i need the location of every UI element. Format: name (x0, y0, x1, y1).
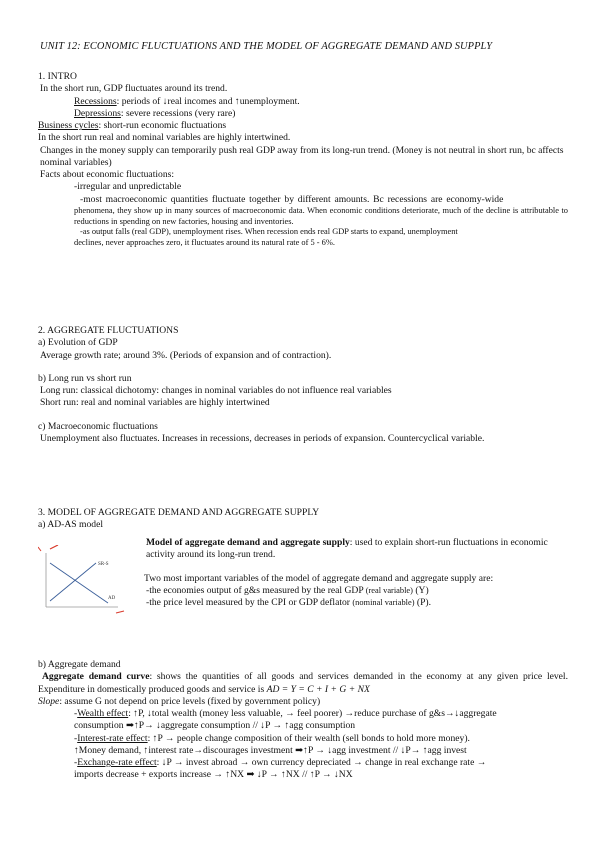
spacer (38, 410, 568, 421)
ad-curve (50, 563, 108, 603)
paragraph: Unemployment also fluctuates. Increases in recessions, decreases in periods of expansion. Countercyclical variable. (40, 432, 485, 444)
definition-text: : short-run economic fluctuations (98, 120, 227, 132)
paragraph: In the short run, GDP fluctuates around its trend. (40, 83, 228, 95)
paragraph: Average growth rate; around 3%. (Periods of expansion and of contraction). (40, 349, 332, 361)
section-aggregate-demand (38, 659, 568, 782)
variable-item (146, 585, 568, 597)
definition-text: : assume G not depend on price levels (fixed by government policy) (59, 695, 321, 707)
arrow-icon (50, 545, 58, 549)
effect-text: : ↑P → people change composition of their wealth (sell bonds to hold more money). (147, 732, 470, 744)
definition-text: : severe recessions (very rare) (120, 107, 236, 119)
definition-text: : used to explain short-run fluctuations in economic activity around its long-run trend. (146, 537, 548, 561)
variable-item (146, 597, 568, 609)
fact-item: -most macroeconomic quantities fluctuate together by different amounts. Bc recessions are economy-wide (80, 193, 504, 205)
paragraph: Long run: classical dichotomy: changes in nominal variables do not influence real variables (40, 385, 392, 397)
arrow-icon (38, 547, 41, 551)
variable-note: (real variable) (365, 585, 413, 595)
section-heading: 3. MODEL OF AGGREGATE DEMAND AND AGGREGATE SUPPLY (38, 507, 320, 518)
section-heading: 2. AGGREGATE FLUCTUATIONS (38, 325, 179, 336)
term-interest-rate-effect: Interest-rate effect (77, 732, 148, 744)
effect-exchange-rate: -Exchange-rate effect: ↓P → invest abroad → own currency depreciated → change in real exchange rate → (74, 757, 487, 769)
fact-item: -as output falls (real GDP), unemployment rises. When recession ends real GDP starts to expand, unemployment (80, 227, 458, 237)
page-title: UNIT 12: ECONOMIC FLUCTUATIONS AND THE MODEL OF AGGREGATE DEMAND AND SUPPLY (40, 41, 493, 52)
sras-curve (50, 563, 96, 601)
definition-depressions (38, 108, 568, 120)
sras-label: SR-S (98, 562, 109, 567)
definition-text: : shows the quantities of all goods and services demanded in the economy at any given price level. Expenditure in domestically produced goods and service is (38, 671, 568, 695)
variable-text: -the price level measured by the CPI or GDP deflator (146, 597, 353, 609)
subsection-heading: c) Macroeconomic fluctuations (38, 420, 158, 432)
term-model: Model of aggregate demand and aggregate supply (146, 537, 350, 548)
section-intro (38, 71, 568, 249)
fact-item-continued: declines, never approaches zero, it fluctuates around its natural rate of 5 - 6%. (74, 238, 335, 248)
effect-continued: imports decrease + exports increase → ↑NX ➡ ↓P → ↑NX // ↑P → ↓NX (74, 769, 353, 781)
term-slope: Slope (38, 695, 60, 707)
definition-model (146, 537, 568, 562)
variable-text: -the economies output of g&s measured by the real GDP (146, 584, 366, 596)
term-recessions: Recessions (74, 95, 117, 107)
term-business-cycles: Business cycles (38, 120, 99, 132)
section-ad-as-model (38, 507, 568, 532)
effect-wealth: -Wealth effect: ↑P, ↓total wealth (money less valuable, → feel poorer) →reduce purchase of g&s→↓aggregate (74, 708, 497, 720)
spacer (146, 562, 568, 573)
variable-note: (nominal variable) (352, 598, 415, 608)
paragraph-money-supply: Changes in the money supply can temporarily push real GDP away from its long-run trend. (Money is not neutral in short run, bc affects nominal variables) (40, 144, 564, 168)
definition-recessions (38, 96, 568, 108)
spacer (38, 362, 568, 373)
effect-continued: ↑Money demand, ↑interest rate→discourages investment ➡↑P → ↓agg investment // ↓P→ ↑agg invest (74, 744, 467, 756)
definition-ad-curve (38, 671, 568, 696)
effect-text: : ↑P, ↓total wealth (money less valuable, → feel poorer) →reduce purchase of g&s→↓aggregate (128, 708, 497, 720)
paragraph: Short run: real and nominal variables are highly intertwined (40, 397, 270, 409)
arrow-icon (116, 611, 124, 613)
subsection-heading: b) Aggregate demand (38, 659, 121, 670)
variable-symbol: (Y) (412, 584, 429, 596)
term-exchange-rate-effect: Exchange-rate effect (77, 757, 157, 769)
term-depressions: Depressions (74, 107, 121, 119)
subsection-heading: a) Evolution of GDP (38, 337, 118, 349)
term-wealth-effect: Wealth effect (77, 708, 129, 720)
facts-heading: Facts about economic fluctuations: (40, 169, 175, 181)
paragraph: In the short run real and nominal variables are highly intertwined. (38, 132, 291, 144)
definition-text: : periods of ↓real incomes and ↑unemployment. (116, 95, 300, 107)
paragraph: Two most important variables of the model of aggregate demand and aggregate supply are: (144, 572, 494, 584)
formula: AD = Y = C + I + G + NX (266, 683, 370, 695)
definition-business-cycles (38, 120, 568, 132)
ad-as-description (146, 537, 568, 609)
subsection-heading: b) Long run vs short run (38, 372, 132, 384)
term-ad-curve: Aggregate demand curve (42, 671, 150, 683)
effect-interest-rate: -Interest-rate effect: ↑P → people change composition of their wealth (sell bonds to hold more money). (74, 732, 470, 744)
fact-item-continued: phenomena, they show up in many sources of macroeconomic data. When economic conditions deteriorate, much of the decline is attributable to reductions in spending on new factories, housing and inventories. (74, 205, 568, 226)
ad-label: AD (108, 596, 116, 601)
fact-item: -irregular and unpredictable (74, 181, 182, 193)
slope-line (38, 696, 568, 708)
section-aggregate-fluctuations (38, 325, 568, 445)
variable-symbol: (P). (414, 597, 432, 609)
effect-text: : ↓P → invest abroad → own currency depreciated → change in real exchange rate → (156, 757, 487, 769)
subsection-heading: a) AD-AS model (38, 519, 104, 531)
ad-as-diagram (38, 545, 128, 620)
effect-continued: consumption ➡↑P→ ↓aggregate consumption // ↓P → ↑agg consumption (74, 720, 356, 732)
section-heading: 1. INTRO (38, 71, 77, 82)
